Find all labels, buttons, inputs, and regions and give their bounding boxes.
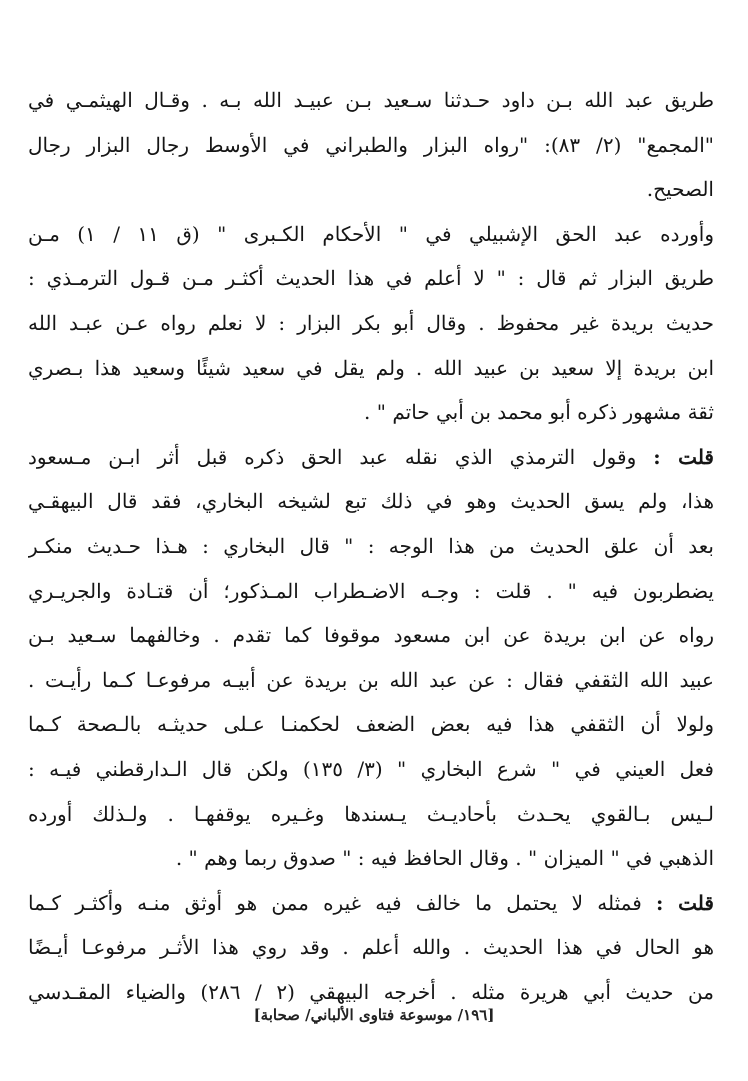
text-line (28, 792, 714, 837)
text-line (28, 123, 714, 168)
line-text: ثقة مشهور ذكره أبو محمد بن أبي حاتم " . (364, 400, 714, 425)
line-text: يضطربون فيه " . قلت : وجـه الاضـطراب المـذكور؛ أن قتـادة والجريـري (28, 578, 714, 603)
line-text: هو الحال في هذا الحديث . والله أعلم . وقد روي هذا الأثـر مرفوعـا أيـضًا (28, 935, 714, 960)
text-line (28, 346, 714, 391)
line-text: الذهبي في " الميزان " . وقال الحافظ فيه : " صدوق ربما وهم " . (175, 846, 714, 871)
line-text: من حديث أبي هريرة مثله . أخرجه البيهقي (٢ / ٢٨٦) والضياء المقـدسي (28, 979, 714, 1004)
text-line (28, 836, 714, 881)
line-text: وأورده عبد الحق الإشبيلي في " الأحكام الكـبرى " (ق ١١ / ١) مـن (28, 221, 714, 246)
page-footer: [١٩٦/ موسوعة فتاوى الألباني/ صحابة] (253, 1006, 495, 1024)
text-line (28, 390, 714, 435)
text-line (28, 747, 714, 792)
text-line (28, 435, 714, 480)
line-text: ابن بريدة إلا سعيد بن عبيد الله . ولم يقل في سعيد شيئًا وسعيد هذا بـصري (28, 355, 714, 380)
qult-lead: قلت : (655, 890, 714, 915)
text-line (28, 256, 714, 301)
text-line (28, 881, 714, 926)
qult-lead: قلت : (653, 444, 714, 469)
line-text: فعل العيني في " شرع البخاري " (٣/ ١٣٥) ولكن قال الـدارقطني فيـه : (28, 756, 714, 781)
line-text: ولولا أن الثقفي هذا فيه بعض الضعف لحكمنـا عـلى حديثـه بالـصحة كـما (28, 712, 714, 737)
text-line (28, 479, 714, 524)
line-text: رواه عن ابن بريدة عن ابن مسعود موقوفا كما تقدم . وخالفهما سـعيد بـن (28, 623, 714, 648)
line-text: عبيد الله الثقفي فقال : عن عبد الله بن بريدة عن أبيـه مرفوعـا كـما رأيـت . (28, 667, 714, 692)
text-line (28, 569, 714, 614)
text-line (28, 702, 714, 747)
text-line (28, 613, 714, 658)
body-text (28, 78, 714, 1014)
line-text: الصحيح. (646, 177, 714, 202)
line-text: وقول الترمذي الذي نقله عبد الحق ذكره قبل أثر ابـن مـسعود (28, 444, 654, 469)
text-line (28, 301, 714, 346)
line-text: فمثله لا يحتمل ما خالف فيه غيره ممن هو أوثق منـه وأكثـر كـما (28, 890, 656, 915)
text-line (28, 925, 714, 970)
line-text: لـيس بـالقوي يحـدث بأحاديـث يـسندها وغـيره يوقفهـا . ولـذلك أورده (28, 801, 714, 826)
text-line (28, 78, 714, 123)
text-line (28, 167, 714, 212)
line-text: طريق عبد الله بـن داود حـدثنا سـعيد بـن عبيـد الله بـه . وقـال الهيثمـي في (28, 88, 714, 112)
line-text: حديث بريدة غير محفوظ . وقال أبو بكر البزار : لا نعلم رواه عـن عبـد الله (28, 310, 714, 335)
line-text: هذا، ولم يسق الحديث وهو في ذلك تبع لشيخه البخاري، فقد قال البيهقـي (28, 489, 714, 514)
text-line (28, 212, 714, 257)
text-line (28, 658, 714, 703)
line-text: بعد أن علق الحديث من هذا الوجه : " قال البخاري : هـذا حـديث منكـر (28, 533, 714, 558)
line-text: "المجمع" (٢/ ٨٣): "رواه البزار والطبراني في الأوسط رجال البزار رجال (28, 132, 714, 157)
text-line (28, 524, 714, 569)
line-text: طريق البزار ثم قال : " لا أعلم في هذا الحديث أكثـر مـن قـول الترمـذي : (28, 266, 714, 291)
